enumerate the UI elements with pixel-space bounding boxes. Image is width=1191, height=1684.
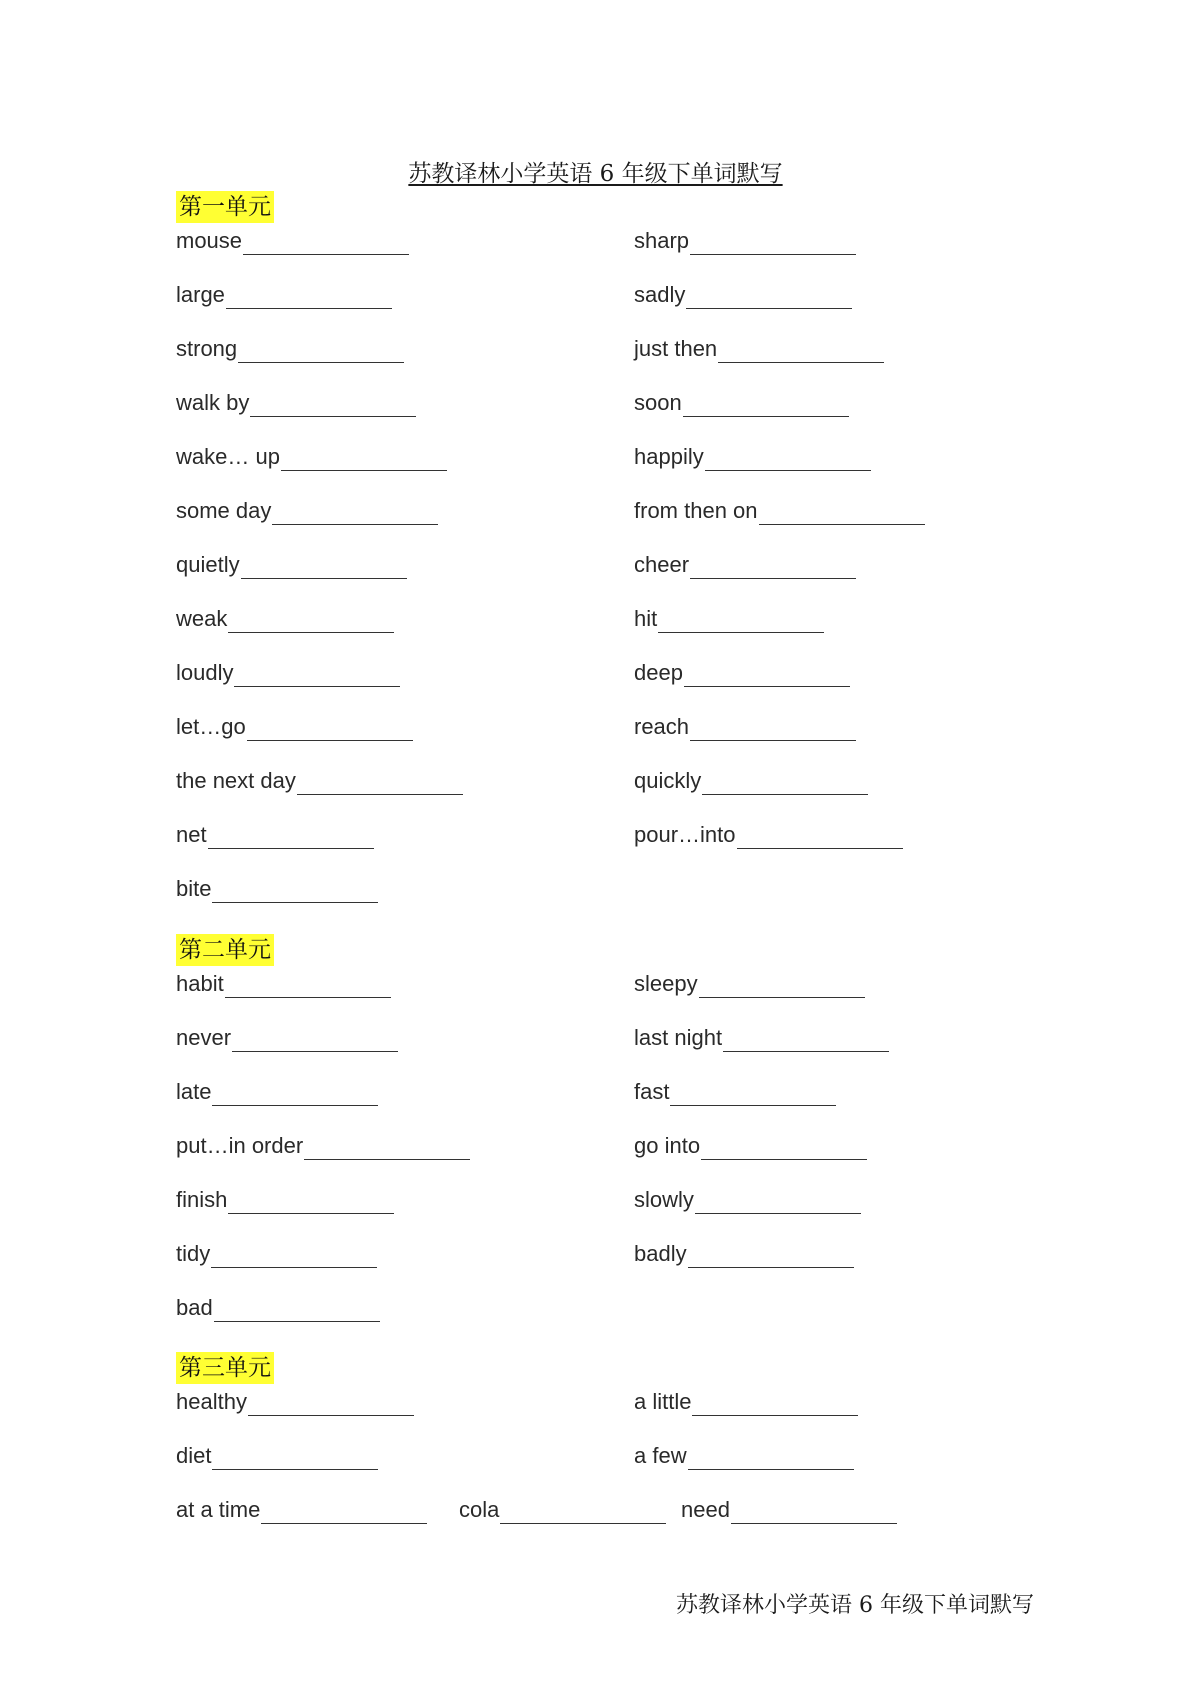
word-item: soon [634, 389, 849, 417]
page-footer: 苏教译林小学英语 6 年级下单词默写 [676, 1593, 1034, 1618]
answer-blank[interactable] [247, 718, 413, 741]
word-item: deep [634, 659, 850, 687]
word-item: habit [176, 970, 391, 998]
answer-blank[interactable] [228, 1191, 394, 1214]
answer-blank[interactable] [243, 232, 409, 255]
answer-blank[interactable] [500, 1501, 666, 1524]
word-item: loudly [176, 659, 400, 687]
answer-blank[interactable] [670, 1083, 836, 1106]
answer-blank[interactable] [688, 1245, 854, 1268]
answer-blank[interactable] [658, 610, 824, 633]
unit-3-heading: 第三单元 [176, 1352, 274, 1384]
word-item: sleepy [634, 970, 865, 998]
word-item: diet [176, 1442, 378, 1470]
answer-blank[interactable] [272, 502, 438, 525]
answer-blank[interactable] [690, 556, 856, 579]
word-item: mouse [176, 227, 409, 255]
answer-blank[interactable] [701, 1137, 867, 1160]
answer-blank[interactable] [684, 664, 850, 687]
unit-1-heading: 第一单元 [176, 191, 274, 223]
answer-blank[interactable] [208, 826, 374, 849]
answer-blank[interactable] [702, 772, 868, 795]
word-item: net [176, 821, 374, 849]
answer-blank[interactable] [690, 718, 856, 741]
word-item: just then [634, 335, 884, 363]
answer-blank[interactable] [759, 502, 925, 525]
word-item: healthy [176, 1388, 414, 1416]
word-item: at a time [176, 1496, 427, 1524]
word-item: sharp [634, 227, 856, 255]
word-item: finish [176, 1186, 394, 1214]
page-title [0, 155, 1191, 188]
answer-blank[interactable] [692, 1393, 858, 1416]
answer-blank[interactable] [686, 286, 852, 309]
word-item: sadly [634, 281, 852, 309]
word-item: put…in order [176, 1132, 470, 1160]
word-item: last night [634, 1024, 889, 1052]
word-item: quickly [634, 767, 868, 795]
word-item: walk by [176, 389, 416, 417]
word-item: go into [634, 1132, 867, 1160]
answer-blank[interactable] [731, 1501, 897, 1524]
unit-2-heading: 第二单元 [176, 934, 274, 966]
answer-blank[interactable] [212, 880, 378, 903]
answer-blank[interactable] [683, 394, 849, 417]
word-item: never [176, 1024, 398, 1052]
word-item: badly [634, 1240, 854, 1268]
answer-blank[interactable] [211, 1245, 377, 1268]
answer-blank[interactable] [718, 340, 884, 363]
answer-blank[interactable] [241, 556, 407, 579]
word-item: cheer [634, 551, 856, 579]
answer-blank[interactable] [248, 1393, 414, 1416]
answer-blank[interactable] [699, 975, 865, 998]
word-item: quietly [176, 551, 407, 579]
word-item: wake… up [176, 443, 447, 471]
answer-blank[interactable] [214, 1299, 380, 1322]
word-item: late [176, 1078, 378, 1106]
word-item: need [681, 1496, 897, 1524]
answer-blank[interactable] [281, 448, 447, 471]
answer-blank[interactable] [688, 1447, 854, 1470]
answer-blank[interactable] [234, 664, 400, 687]
answer-blank[interactable] [226, 286, 392, 309]
answer-blank[interactable] [690, 232, 856, 255]
answer-blank[interactable] [723, 1029, 889, 1052]
word-item: happily [634, 443, 871, 471]
word-item: reach [634, 713, 856, 741]
word-item: large [176, 281, 392, 309]
word-item: from then on [634, 497, 925, 525]
word-item: the next day [176, 767, 463, 795]
word-item: bad [176, 1294, 380, 1322]
answer-blank[interactable] [212, 1447, 378, 1470]
word-item: weak [176, 605, 394, 633]
answer-blank[interactable] [232, 1029, 398, 1052]
word-item: let…go [176, 713, 413, 741]
word-item: fast [634, 1078, 836, 1106]
answer-blank[interactable] [695, 1191, 861, 1214]
page-title-text: 苏教译林小学英语 6 年级下单词默写 [408, 161, 783, 187]
word-item: hit [634, 605, 824, 633]
answer-blank[interactable] [705, 448, 871, 471]
word-item: slowly [634, 1186, 861, 1214]
answer-blank[interactable] [212, 1083, 378, 1106]
answer-blank[interactable] [225, 975, 391, 998]
answer-blank[interactable] [304, 1137, 470, 1160]
answer-blank[interactable] [238, 340, 404, 363]
word-item: strong [176, 335, 404, 363]
word-item: cola [459, 1496, 666, 1524]
answer-blank[interactable] [228, 610, 394, 633]
word-item: some day [176, 497, 438, 525]
answer-blank[interactable] [297, 772, 463, 795]
answer-blank[interactable] [250, 394, 416, 417]
word-item: tidy [176, 1240, 377, 1268]
answer-blank[interactable] [261, 1501, 427, 1524]
word-item: a little [634, 1388, 858, 1416]
answer-blank[interactable] [737, 826, 903, 849]
word-item: bite [176, 875, 378, 903]
word-item: a few [634, 1442, 854, 1470]
word-item: pour…into [634, 821, 903, 849]
